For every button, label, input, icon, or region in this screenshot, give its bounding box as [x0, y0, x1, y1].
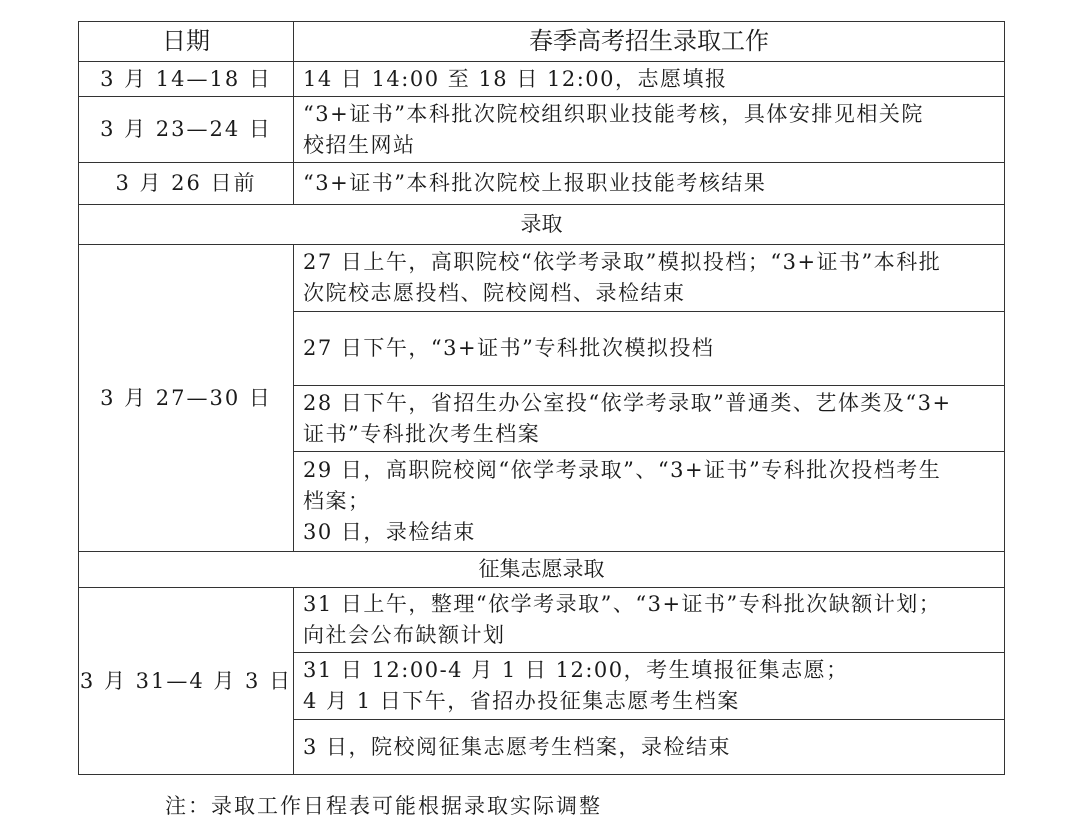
work-line: 4 月 1 日下午，省招办投征集志愿考生档案	[303, 689, 740, 713]
date-cell: 3 月 26 日前	[79, 163, 294, 205]
work-line: 27 日上午，高职院校“依学考录取”模拟投档；“3+证书”本科批	[303, 250, 942, 274]
table-row	[79, 245, 1005, 312]
section-title-admission: 录取	[79, 205, 1005, 245]
work-line: 14 日 14:00 至 18 日 12:00，志愿填报	[303, 66, 728, 91]
section-row	[79, 552, 1005, 588]
section-row	[79, 205, 1005, 245]
work-line: 向社会公布缺额计划	[303, 623, 506, 647]
work-cell	[294, 163, 1005, 205]
work-line: “3+证书”本科批次院校组织职业技能考核，具体安排见相关院	[303, 101, 924, 126]
table-header-row	[79, 22, 1005, 62]
work-cell	[294, 312, 1005, 386]
date-cell: 3 月 31—4 月 3 日	[79, 588, 294, 775]
work-line: 3 日，院校阅征集志愿考生档案，录检结束	[303, 734, 732, 759]
work-cell	[294, 720, 1005, 775]
table-row	[79, 588, 1005, 653]
work-line: 30 日，录检结束	[303, 520, 476, 544]
table-row	[79, 62, 1005, 97]
work-cell	[294, 62, 1005, 97]
work-cell	[294, 653, 1005, 720]
work-line: 次院校志愿投档、院校阅档、录检结束	[303, 281, 686, 305]
work-cell	[294, 97, 1005, 163]
work-line: 27 日下午，“3+证书”专科批次模拟投档	[303, 336, 715, 360]
work-cell	[294, 588, 1005, 653]
footnote: 注：录取工作日程表可能根据录取实际调整	[165, 794, 602, 818]
table-row	[79, 97, 1005, 163]
table-row	[79, 163, 1005, 205]
date-cell: 3 月 27—30 日	[79, 245, 294, 552]
work-cell	[294, 245, 1005, 312]
work-line: 29 日，高职院校阅“依学考录取”、“3+证书”专科批次投档考生	[303, 458, 942, 482]
work-line: 证书”专科批次考生档案	[303, 421, 541, 446]
date-cell: 3 月 14—18 日	[79, 62, 294, 97]
section-title-solicit: 征集志愿录取	[79, 552, 1005, 588]
date-column-header: 日期	[79, 22, 294, 62]
work-cell	[294, 386, 1005, 452]
work-line: 28 日下午，省招生办公室投“依学考录取”普通类、艺体类及“3+	[303, 390, 952, 415]
work-line: 档案；	[303, 489, 371, 513]
work-line: “3+证书”本科批次院校上报职业技能考核结果	[303, 171, 767, 195]
date-cell: 3 月 23—24 日	[79, 97, 294, 163]
work-column-header: 春季高考招生录取工作	[294, 22, 1005, 62]
admission-schedule-table	[78, 21, 1005, 775]
work-line: 31 日 12:00-4 月 1 日 12:00，考生填报征集志愿；	[303, 658, 849, 682]
work-line: 31 日上午，整理“依学考录取”、“3+证书”专科批次缺额计划；	[303, 592, 942, 616]
work-line: 校招生网站	[303, 132, 416, 157]
work-cell	[294, 452, 1005, 552]
